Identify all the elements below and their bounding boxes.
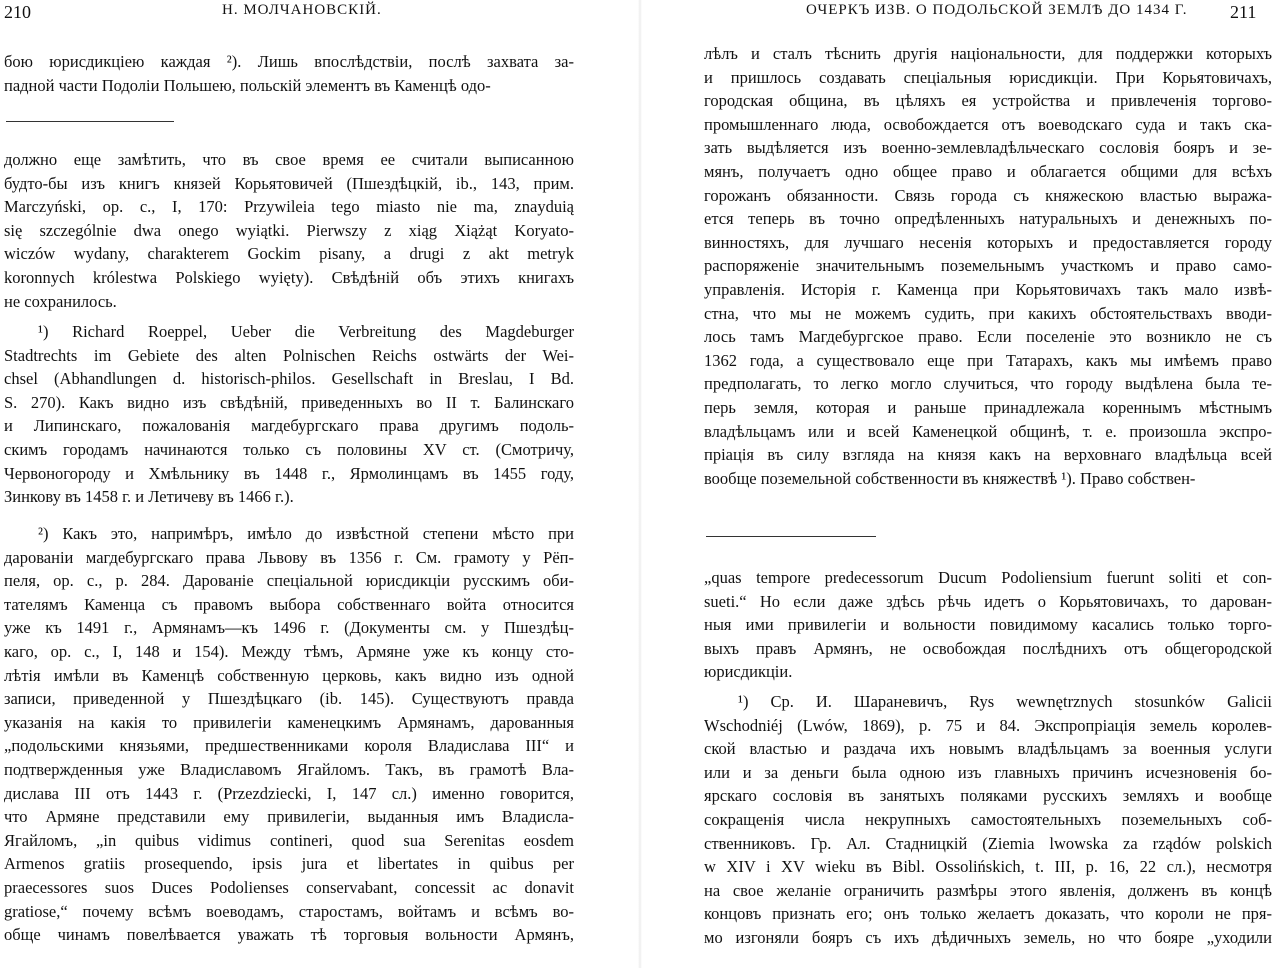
text-line: дарованіи магдебургскаго права Львову въ 1356 г. См. грамоту у Рёп- [4,547,574,567]
text-line: горожанъ обязанности. Связь города съ княжескою властью выража- [704,185,1272,205]
footnote-separator [706,536,876,537]
text-line: пеля, op. c., p. 284. Дарованіе спеціальной юрисдикціи русскимъ оби- [4,571,574,591]
text-line: „quas tempore predecessorum Ducum Podoliensium fuerunt soliti et con- [704,568,1272,587]
text-line: вообще поземельной собственности въ княжествѣ ¹). Право собствен- [704,468,1196,488]
right-page-number: 211 [1230,2,1257,22]
text-line: тателямъ Каменца съ правомъ выбора собственнаго войта относится [4,594,574,614]
text-line: ¹) Ср. И. Шараневичъ, Rys wewnętrznych stosunków Galicii [738,692,1272,711]
right-running-head: ОЧЕРКЪ ИЗВ. О ПОДОЛЬСКОЙ ЗЕМЛѢ ДО 1434 Г. [806,2,1188,18]
text-line: лѣтія имѣли въ Каменцѣ собственную церковь, какъ видно изъ одной [4,665,574,685]
text-line: перь земля, которая и раньше принадлежала кореннымъ мѣстнымъ [704,397,1272,417]
text-line: зать выдѣляется изъ военно-землевладѣльческаго сословія бояръ и зе- [704,138,1272,158]
text-line: бою юрисдикціею каждая ²). Лишь впослѣдствіи, послѣ захвата за- [4,52,574,71]
text-line: Ягайломъ, „in quibus vidimus contineri, quod sua Serenitas eosdem [4,830,574,850]
text-line: и Липинскаго, пожалованія магдебургскаго права другимъ подоль- [4,416,574,436]
text-line: Stadtrechts im Gebiete des alten Polnischen Reichs ostwärts der Wei- [4,345,574,365]
text-line: Червоногороду и Хмѣльнику въ 1448 г., Ярмолинцамъ въ 1455 году, [4,463,574,483]
text-line: Marczyński, op. c., I, 170: Przywileia tego miasto nie ma, znayduią [4,197,574,217]
text-line: się szczególnie dwa onego wyiątki. Pierwszy z xiąg Xiążąt Koryato- [4,220,574,240]
right-page [640,0,1280,968]
text-line: w XIV i XV wieku въ Bibl. Ossolińskich, t. III, p. 16, 22 сл.), несмотря [704,857,1272,877]
text-line: падной части Подоліи Польшею, польскій элементъ въ Каменцѣ одо- [4,75,491,95]
text-line: Wschodniéj (Lwów, 1869), p. 75 и 84. Экспропріація земель королев- [704,715,1272,735]
text-line: предполагать, то легко могло случиться, что городу выдѣлена была те- [704,374,1272,394]
text-line: обще чинамъ повелѣвается уважать тѣ торговыя вольности Армянъ, [4,925,574,945]
text-line: мянъ, получаетъ одно общее право и облагается общими для всѣхъ [704,161,1272,181]
text-line: записи, приведенной у Пшездѣцкаго (ib. 145). Существуютъ правда [4,689,574,709]
text-line: S. 270). Какъ видно изъ свѣдѣній, приведенныхъ во II т. Балинскаго [4,392,574,412]
text-line: ²) Какъ это, напримѣръ, имѣло до извѣстной степени мѣсто при [38,524,574,543]
text-line: ярскаго сословія въ занятыхъ поляками русскихъ земляхъ и вообще [704,786,1272,806]
text-line: лось тамъ Магдебургское право. Если поселеніе это возникло не съ [704,327,1272,347]
left-footnote-2 [4,522,574,947]
text-line: винностяхъ, для лучшаго несенія которыхъ и предоставляется городу [704,232,1272,252]
text-line: сокращенія числа некрупныхъ самостоятельныхъ поземельныхъ соб- [704,809,1272,829]
footnote-separator [6,121,174,122]
text-line: промышленнаго люда, освобождается отъ воеводскаго суда и такъ ска- [704,114,1272,134]
text-line: wiczów wydany, charakterem Gockim pisany, a drugi z akt metryk [4,244,574,264]
text-line: Armenos gratiis prosequendo, ipsis jura et libertates in quibus per [4,854,574,874]
text-line: должно еще замѣтить, что въ свое время ее считали выписанною [4,150,574,169]
text-line: „подольскими князьями, предшественниками короля Владислава III“ и [4,736,574,756]
text-line: на свое желаніе ограничить размѣры этого явленія, долженъ въ концѣ [704,880,1272,900]
left-footnote-1 [4,320,574,509]
text-line: владѣльцамъ или и всей Каменецкой общинѣ, т. е. произошла экспро- [704,421,1272,441]
text-line: ныя ими привилегіи и вольности повидимому касались только торго- [704,615,1272,635]
text-line: будто-бы изъ книгъ князей Корьятовичей (Пшездѣцкій, ib., 143, прим. [4,173,574,193]
text-line: уже къ 1491 г., Армянамъ—къ 1496 г. (Документы см. у Пшездѣц- [4,618,574,638]
text-line: распоряженіе значительнымъ поземельнымъ участкомъ и право само- [704,256,1272,276]
text-line: koronnych królestwa Polskiego wyięty). Свѣдѣній объ этихъ книгахъ [4,267,574,287]
text-line: дислава III отъ 1443 г. (Przezdziecki, I, 147 сл.) именно говорится, [4,783,574,803]
text-line: лѣлъ и сталъ тѣснить другія національности, для поддержки которыхъ [704,44,1272,63]
right-footnote-1 [704,690,1272,950]
text-line: или и за деньги была одною изъ главныхъ причинъ исчезновенія бо- [704,762,1272,782]
left-running-head: Н. МОЛЧАНОВСКІЙ. [222,2,382,18]
text-line: ственниковъ. Гр. Ал. Стадницкій (Ziemia lwowska za rządów polskich [704,833,1272,853]
text-line: gratiose,“ почему всѣмъ воеводамъ, старостамъ, войтамъ и всѣмъ во- [4,901,574,921]
text-line: chsel (Abhandlungen d. historisch-philos. Gesellschaft in Breslau, I Bd. [4,369,574,389]
text-line: ¹) Richard Roeppel, Ueber die Verbreitung des Magdeburger [38,322,574,341]
text-line: городская община, въ цѣляхъ ея устройства и привлеченія торгово- [704,91,1272,111]
text-line: скимъ городамъ начинаются только съ половины XV ст. (Смотричу, [4,439,574,459]
text-line: не сохранилось. [4,291,117,311]
text-line: ской властью и раздача ихъ новымъ владѣльцамъ за военныя услуги [704,739,1272,759]
text-line: пріація въ силу взгляда на князя какъ на верховнаго владѣльца всей [704,445,1272,465]
left-page-number: 210 [4,2,31,22]
text-line: мо изгоняли бояръ съ ихъ дѣдичныхъ земель, но что бояре „уходили [704,927,1272,947]
text-line: ется теперь въ точно опредѣленныхъ натуральныхъ и денежныхъ по- [704,209,1272,229]
right-main-text [704,42,1272,490]
left-note-continuation [4,148,574,313]
text-line: концовъ признать его; онъ только желаетъ доказать, что короли не пря- [704,904,1272,924]
text-line: что Армяне представили ему привилегіи, выданныя имъ Владисла- [4,807,574,827]
text-line: sueti.“ Но если даже здѣсь рѣчь идетъ о Корьятовичахъ, то дарован- [704,591,1272,611]
text-line: стна, что мы не можемъ судить, при какихъ обстоятельствахъ вводи- [704,303,1272,323]
text-line: каго, op. c., I, 148 и 154). Между тѣмъ, Армяне уже къ концу сто- [4,641,574,661]
text-line: выхъ правъ Армянъ, не освобождая послѣднихъ отъ общегородской [704,638,1272,658]
text-line: управленія. Исторія г. Каменца при Корьятовичахъ такъ мало извѣ- [704,279,1272,299]
text-line: указанія на какія то привилегіи каменецкимъ Армянамъ, дарованныя [4,712,574,732]
text-line: 1362 года, а существовало еще при Татарахъ, какъ мы имѣемъ право [704,350,1272,370]
text-line: praecessores suos Duces Podolienses conservabant, concessit ac donavit [4,877,574,897]
text-line: подтвержденныя уже Владиславомъ Ягайломъ. Такъ, въ грамотѣ Вла- [4,759,574,779]
left-main-text [4,50,574,97]
text-line: и пришлось создавать спеціальныя юрисдикціи. При Корьятовичахъ, [704,67,1272,87]
right-note-continuation [704,566,1272,684]
text-line: Зинкову въ 1458 г. и Летичеву въ 1466 г.). [4,487,294,507]
text-line: юрисдикціи. [704,662,793,682]
